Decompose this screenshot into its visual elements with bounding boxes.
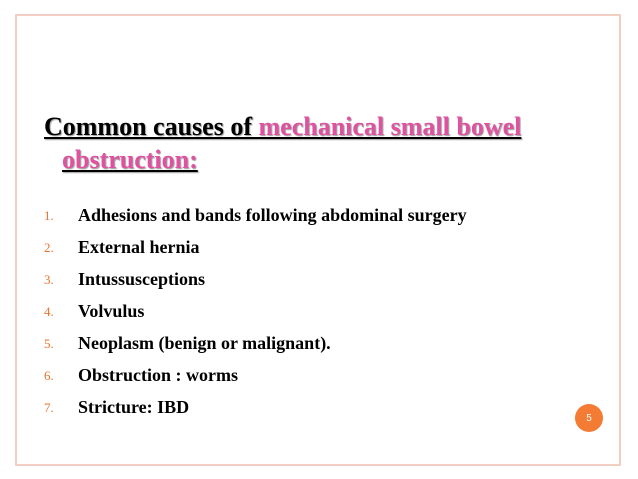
list-item-number: 5. [44,336,54,351]
list-item-text: Adhesions and bands following abdominal surgery [78,205,467,225]
list-item-number: 7. [44,400,54,415]
page-number-badge [575,404,603,432]
list-item-number: 1. [44,208,54,223]
list-item-text: Intussusceptions [78,269,206,289]
list-item-text: External hernia [78,237,200,257]
list-item-number: 2. [44,240,54,255]
list-item-text: Volvulus [78,301,145,321]
list-item-number: 6. [44,368,54,383]
list-item-text: Stricture: IBD [78,397,190,417]
heading-part-pink-line2: obstruction: [62,145,198,174]
list-item-number: 4. [44,304,54,319]
slide-heading [44,110,604,176]
heading-part-pink: mechanical small bowel [258,112,522,141]
heading-part-black: Common causes of [44,112,259,141]
list-item-text: Obstruction : worms [78,365,238,385]
list-item-text: Neoplasm (benign or malignant). [78,333,331,353]
list-item-number: 3. [44,272,54,287]
page-number: 5 [586,412,592,424]
